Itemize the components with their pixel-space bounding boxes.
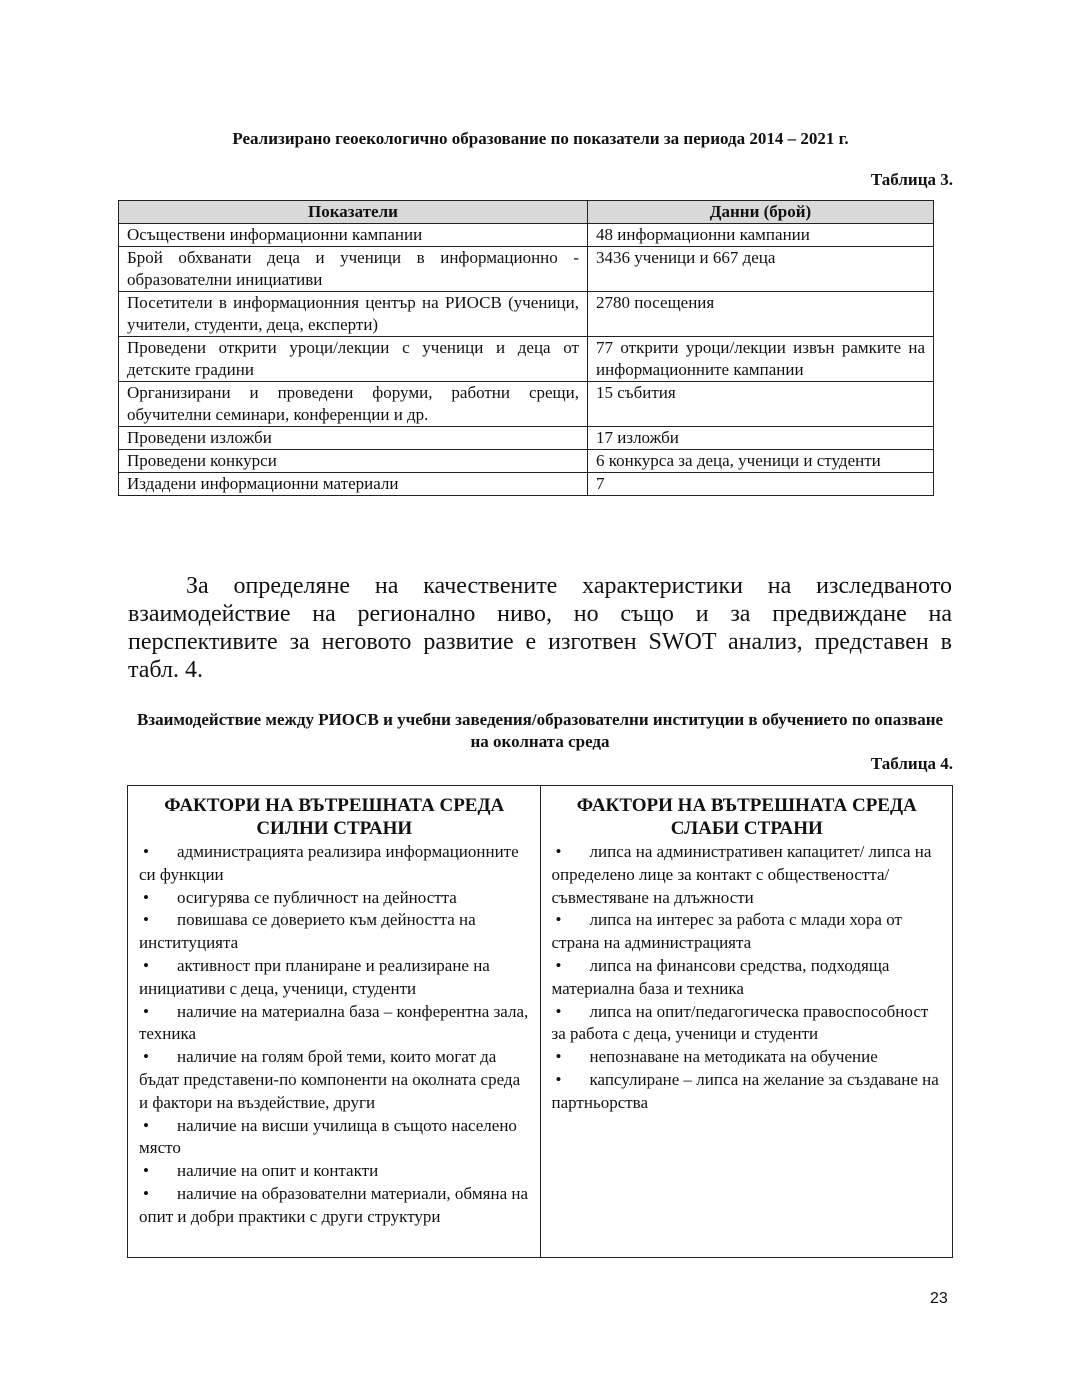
list-item-text: липса на финансови средства, подходяща материална база и техника (551, 955, 890, 998)
list-item-text: наличие на материална база – конферентна зала, техника (139, 1001, 529, 1044)
list-item-text: наличие на опит и контакти (177, 1161, 379, 1181)
list-item (139, 841, 530, 887)
list-item (139, 909, 530, 955)
weaknesses-list (552, 841, 943, 1115)
indicator-cell: Организирани и проведени форуми, работни срещи, обучителни семинари, конференции и др. (119, 382, 588, 427)
table-row (119, 247, 934, 292)
indicator-cell: Проведени открити уроци/лекции с ученици и деца от детските градини (119, 337, 588, 382)
table3-label: Таблица 3. (870, 170, 953, 189)
data-cell: 7 (588, 473, 934, 496)
list-item (552, 841, 943, 909)
list-item (552, 1046, 943, 1069)
indicator-cell: Проведени изложби (119, 427, 588, 450)
bullet-icon: • (143, 1161, 149, 1181)
data-cell: 2780 посещения (588, 292, 934, 337)
table-row (119, 292, 934, 337)
list-item (139, 955, 530, 1001)
table3 (118, 200, 934, 496)
list-item-text: непознаване на методиката на обучение (589, 1047, 878, 1067)
bullet-icon: • (143, 955, 149, 975)
body-paragraph: За определяне на качествените характеристики на изследваното взаимодействие на регионално ниво, но също и за предвиждане на перспективите за неговото развитие е изготвен SWOT анализ, представен в табл. 4. (128, 573, 952, 683)
list-item-text: наличие на висши училища в същото населено място (139, 1115, 517, 1158)
list-item-text: наличие на образователни материали, обмяна на опит и добри практики с други структури (139, 1183, 529, 1226)
list-item (139, 1001, 530, 1047)
table-row (119, 382, 934, 427)
strengths-heading-line2: СИЛНИ СТРАНИ (256, 818, 413, 839)
table3-header-data: Данни (брой) (588, 201, 934, 224)
indicator-cell: Посетители в информационния център на РИОСВ (ученици, учители, студенти, деца, експерти) (119, 292, 588, 337)
list-item (139, 1046, 530, 1114)
table4-label: Таблица 4. (870, 754, 953, 773)
list-item (139, 1115, 530, 1161)
table-row (119, 224, 934, 247)
bullet-icon: • (143, 910, 149, 930)
swot-table (127, 785, 953, 1258)
indicator-cell: Проведени конкурси (119, 450, 588, 473)
strengths-heading (139, 794, 530, 840)
bullet-icon: • (555, 910, 562, 930)
weaknesses-column (540, 786, 953, 1258)
data-cell: 3436 ученици и 667 деца (588, 247, 934, 292)
list-item (552, 955, 943, 1001)
bullet-icon: • (555, 1047, 562, 1067)
indicator-cell: Осъществени информационни кампании (119, 224, 588, 247)
table-row (119, 427, 934, 450)
list-item-text: активност при планиране и реализиране на инициативи с деца, ученици, студенти (139, 955, 490, 998)
list-item (552, 1069, 943, 1115)
bullet-icon: • (143, 842, 149, 861)
bullet-icon: • (555, 955, 562, 975)
list-item-text: липса на интерес за работа с млади хора от страна на администрацията (551, 910, 902, 953)
weaknesses-heading-line2: СЛАБИ СТРАНИ (670, 818, 823, 839)
list-item (139, 1183, 530, 1229)
list-item (139, 887, 530, 910)
list-item-text: администрацията реализира информационните си функции (139, 842, 519, 884)
list-item-text: наличие на голям брой теми, които могат да бъдат представени-по компоненти на околната среда и фактори на въздействие, други (139, 1047, 521, 1112)
bullet-icon: • (143, 1183, 149, 1203)
bullet-icon: • (555, 842, 562, 861)
weaknesses-heading-line1: ФАКТОРИ НА ВЪТРЕШНАТА СРЕДА (576, 795, 917, 816)
table-row (119, 450, 934, 473)
bullet-icon: • (143, 1001, 149, 1021)
bullet-icon: • (143, 887, 149, 907)
data-cell: 48 информационни кампании (588, 224, 934, 247)
strengths-heading-line1: ФАКТОРИ НА ВЪТРЕШНАТА СРЕДА (164, 795, 505, 816)
list-item (552, 909, 943, 955)
list-item-text: капсулиране – липса на желание за създаване на партньорства (551, 1069, 939, 1112)
list-item-text: осигурява се публичност на дейността (177, 887, 457, 907)
list-item (552, 1001, 943, 1047)
data-cell: 77 открити уроци/лекции извън рамките на информационните кампании (588, 337, 934, 382)
table-row (119, 337, 934, 382)
bullet-icon: • (143, 1115, 149, 1135)
list-item-text: липса на административен капацитет/ липса на определено лице за контакт с обществеността/съвместяване на длъжности (551, 842, 932, 907)
list-item-text: повишава се доверието към дейността на институцията (139, 910, 476, 953)
table3-header-indicators: Показатели (119, 201, 588, 224)
table-row (119, 473, 934, 496)
data-cell: 17 изложби (588, 427, 934, 450)
bullet-icon: • (555, 1069, 562, 1089)
page-number: 23 (930, 1290, 948, 1307)
bullet-icon: • (555, 1001, 562, 1021)
list-item-text: липса на опит/педагогическа правоспособност за работа с деца, ученици и студенти (551, 1001, 929, 1044)
strengths-list (139, 841, 530, 1229)
indicator-cell: Брой обхванати деца и ученици в информационно - образователни инициативи (119, 247, 588, 292)
table4-title: Взаимодействие между РИОСВ и учебни заведения/образователни институции в обучението по опазване на околната среда (136, 710, 944, 751)
data-cell: 15 събития (588, 382, 934, 427)
data-cell: 6 конкурса за деца, ученици и студенти (588, 450, 934, 473)
weaknesses-heading (552, 794, 943, 840)
indicator-cell: Издадени информационни материали (119, 473, 588, 496)
list-item (139, 1160, 530, 1183)
table3-title: Реализирано геоекологично образование по показатели за периода 2014 – 2021 г. (232, 129, 849, 148)
strengths-column (128, 786, 541, 1258)
bullet-icon: • (143, 1047, 149, 1067)
